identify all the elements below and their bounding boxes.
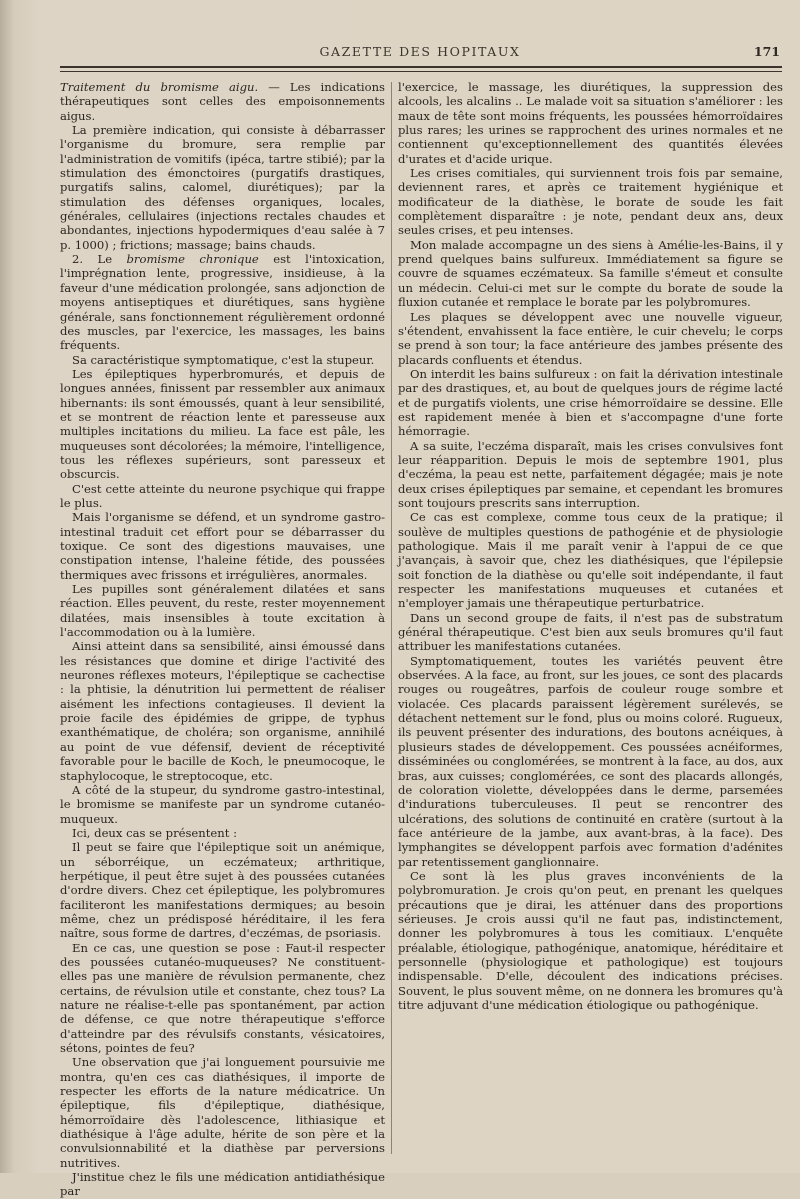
- paragraph: On interdit les bains sulfureux : on fait la dérivation intestinale par des drastiques, et, au bout de quelques jours de régime lacté et de purgatifs violents, une crise hémorroïdaire se dessine. Elle est rapidement menée à bien et s'accompagne d'une forte hémorragie.: [398, 366, 783, 439]
- page-number: 171: [753, 44, 780, 59]
- paragraph: La première indication, qui consiste à débarrasser l'organisme du bromure, sera remplie par l'administration de vomitifs (ipéca, tartre stibié); par la stimulation des émonctoires (purgatifs drastiques, purgatifs salins, calomel, diurétiques); par la stimulation des défenses organiques, locales, générales, cellulaires (injections rectales chaudes et abondantes, injections hypodermiques d'eau salée à 7 p. 1000) ; frictions; massage; bains chauds.: [60, 123, 385, 252]
- section-heading: Traitement du bromisme aigu.: [60, 80, 259, 94]
- paragraph: Sa caractéristique symptomatique, c'est la stupeur.: [72, 352, 375, 367]
- page-header: [60, 38, 780, 66]
- paragraph-text: 2. Le: [72, 252, 127, 267]
- paragraph: l'exercice, le massage, les diurétiques, la suppression des alcools, les alcalins .. Le malade voit sa situation s'améliorer : les maux de tête sont moins fréquents, les poussées hémorroïdaires plus rares; les urines se rapprochent des urines normales et ne contiennent qu'exceptionnellement des quantités élevées d'urates et d'acide urique.: [398, 80, 783, 166]
- paragraph: Les pupilles sont généralement dilatées et sans réaction. Elles peuvent, du reste, rester moyennement dilatées, mais insensibles à toute excitation à l'accommodation ou à la lumière.: [60, 582, 385, 640]
- header-rule-thin: [60, 71, 782, 72]
- paragraph-text: est l'intoxication, l'imprégnation lente, progressive, insidieuse, à la faveur d'une médication prolongée, sans adjonction de moyens antiseptiques et diurétiques, sans hygiène générale, sans fonctionnement régulièrement ordonné des muscles, par l'exercice, les massages, les bains fréquents.: [60, 252, 385, 353]
- paragraph: Symptomatiquement, toutes les variétés peuvent être observées. A la face, au front, sur les joues, ce sont des placards rouges ou rougeâtres, parfois de couleur rouge sombre et violacée. Ces placards paraissent légèrement surélevés, se détachent nettement sur le fond, plus ou moins coloré. Rugueux, ils peuvent présenter des indurations, des boutons acnéiques, à plusieurs stades de développement. Ces poussées acnéiformes, disséminées ou conglomérées, se montrent à la face, au dos, aux bras, aux cuisses; conglomérées, ce sont des placards allongés, de coloration violette, développées dans le derme, parsemées d'indurations tuberculeuses. Il peut se rencontrer des ulcérations, des solutions de continuité en cratère (surtout à la face antérieure de la jambe, aux avant-bras, à la face). Des lymphangites se développent parfois avec formation d'adénites par retentissement ganglionnaire.: [398, 653, 783, 869]
- paragraph: Les épileptiques hyperbromurés, et depuis de longues années, finissent par ressembler aux animaux hibernants: ils sont émoussés, quant à leur sensibilité, et se montrent de réaction lente et paresseuse aux multiples incitations du milieu. La face est pâle, les muqueuses sont décolorées; la mémoire, l'intelligence, tous les réflexes supérieurs, sont paresseux et obscurcis.: [60, 366, 385, 482]
- paragraph: [60, 80, 385, 123]
- paragraph: Il peut se faire que l'épileptique soit un anémique, un séborréique, un eczémateux; arthritique, herpétique, il peut être sujet à des poussées cutanées d'ordre divers. Chez cet épileptique, les polybromures faciliteront les manifestations dermiques; au besoin même, chez un prédisposé héréditaire, il les fera naître, sous forme de dartres, d'eczémas, de psoriasis.: [60, 840, 385, 941]
- paragraph: Les plaques se développent avec une nouvelle vigueur, s'étendent, envahissent la face entière, le cuir chevelu; le corps se prend à son tour; la face antérieure des jambes présente des placards confluents et étendus.: [398, 309, 783, 367]
- left-column: [60, 80, 385, 1199]
- right-column: [398, 80, 783, 1160]
- paragraph: A sa suite, l'eczéma disparaît, mais les crises convulsives font leur réapparition. Depuis le mois de septembre 1901, plus d'eczéma, la peau est nette, parfaitement dégagée; mais je note deux crises épileptiques par semaine, et cependant les bromures sont toujours prescrits sans interruption.: [398, 438, 783, 510]
- paragraph: En ce cas, une question se pose : Faut-il respecter des poussées cutanéo-muqueuses? Ne constituent-elles pas une manière de révulsion permanente, chez certains, de révulsion utile et constante, chez tous? La nature ne réalise-t-elle pas spontanément, par action de défense, ce que notre thérapeutique s'efforce d'atteindre par des révulsifs constants, vésicatoires, sétons, pointes de feu?: [60, 940, 385, 1056]
- paragraph: Ainsi atteint dans sa sensibilité, ainsi émoussé dans les résistances que domine et dirige l'activité des neurones réflexes moteurs, l'épileptique se cachectise : la phtisie, la dénutrition lui permettent de réaliser aisément les infections contagieuses. Il devient la proie facile des épidémies de grippe, de typhus exanthématique, de choléra; son organisme, annihilé au point de vue défensif, devient de réceptivité favorable pour le bacille de Koch, le pneumocoque, le staphylocoque, le streptocoque, etc.: [60, 639, 385, 783]
- paragraph: C'est cette atteinte du neurone psychique qui frappe le plus.: [60, 481, 385, 510]
- paragraph: Ce cas est complexe, comme tous ceux de la pratique; il soulève de multiples questions de pathogénie et de physiologie pathologique. Mais il me paraît venir à l'appui de ce que j'avançais, à savoir que, chez les diathésiques, que l'épilepsie soit fonction de la diathèse ou qu'elle soit indépendante, il faut respecter les manifestations muqueuses et cutanées et n'employer jamais une thérapeutique perturbatrice.: [398, 510, 783, 611]
- paragraph: Mon malade accompagne un des siens à Amélie-les-Bains, il y prend quelques bains sulfureux. Immédiatement sa figure se couvre de squames eczémateux. Sa famille s'émeut et consulte un médecin. Celui-ci met sur le compte du borate de soude la fluxion cutanée et remplace le borate par les polybromures.: [398, 237, 783, 310]
- paragraph: [60, 252, 385, 352]
- column-divider: [391, 82, 392, 1154]
- paragraph: Ce sont là les plus graves inconvénients de la polybromuration. Je crois qu'on peut, en prenant les quelques précautions que je dirai, les atténuer dans des proportions sérieuses. Je crois aussi qu'il ne faut pas, indistinctement, donner les polybromures à tous les comitiaux. L'enquête préalable, étiologique, pathogénique, anatomique, héréditaire et personnelle (physiologique et pathologique) est toujours indispensable. D'elle, découlent des indications précises. Souvent, le plus souvent même, on ne donnera les bromures qu'à titre adjuvant d'une médication étiologique ou pathogénique.: [398, 868, 783, 1012]
- paragraph: Les crises comitiales, qui surviennent trois fois par semaine, deviennent rares, et après ce traitement hygiénique et modificateur de la diathèse, le borate de soude les fait complètement disparaître : je note, pendant deux ans, deux seules crises, et peu intenses.: [398, 166, 783, 238]
- paragraph: A côté de la stupeur, du syndrome gastro-intestinal, le bromisme se manifeste par un syndrome cutanéo-muqueux.: [60, 782, 385, 826]
- paragraph: Une observation que j'ai longuement poursuivie me montra, qu'en ces cas diathésiques, il importe de respecter les efforts de la nature médicatrice. Un épileptique, fils d'épileptique, diathésique, hémorroïdaire dès l'adolescence, lithiasique et diathésique à l'âge adulte, hérite de son père et la convulsionnabilité et la diathèse par perversions nutritives.: [60, 1055, 385, 1170]
- running-title: GAZETTE DES HOPITAUX: [319, 44, 521, 59]
- header-rule-thick: [60, 66, 782, 68]
- paragraph: Ici, deux cas se présentent :: [72, 825, 238, 840]
- paragraph: Mais l'organisme se défend, et un syndrome gastro-intestinal traduit cet effort pour se débarrasser du toxique. Ce sont des digestions mauvaises, une constipation intense, l'haleine fétide, des poussées thermiques avec frissons et irrégulières, anormales.: [60, 510, 385, 582]
- emphasis-term: bromisme chronique: [126, 252, 259, 267]
- paragraph: J'institue chez le fils une médication antidiathésique par: [60, 1170, 385, 1199]
- paragraph-text: — Les indications thérapeutiques sont celles des empoisonnements aigus.: [60, 80, 385, 123]
- paragraph: Dans un second groupe de faits, il n'est pas de substratum général thérapeutique. C'est bien aux seuls bromures qu'il faut attribuer les manifestations cutanées.: [398, 610, 783, 654]
